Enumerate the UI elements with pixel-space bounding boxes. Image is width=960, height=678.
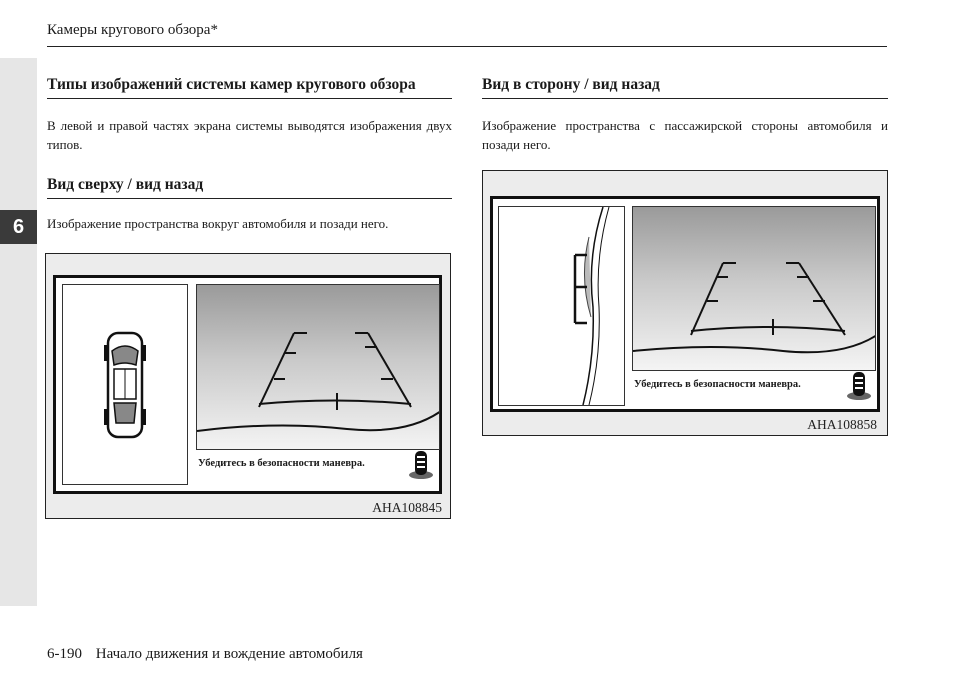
sensor-icon	[408, 450, 434, 480]
page-number: 6-190	[47, 646, 82, 662]
header-rule	[47, 46, 887, 47]
side-strip	[0, 58, 37, 606]
figure-code: AHA108858	[807, 417, 877, 432]
subsection-paragraph: Изображение пространства вокруг автомобиля и позади него.	[47, 216, 389, 231]
figure-code: AHA108845	[372, 500, 442, 515]
rear-camera-view	[632, 206, 876, 371]
screen-frame	[53, 275, 442, 494]
side-camera-view	[499, 207, 624, 405]
intro-paragraph: В левой и правой частях экрана системы выводятся изображения двух типов.	[47, 118, 452, 152]
parking-guide-lines	[197, 285, 440, 450]
figure-side-rear-view	[482, 170, 888, 436]
running-title: Камеры кругового обзора*	[47, 22, 218, 38]
subsection-title: Вид сверху / вид назад	[47, 176, 204, 193]
top-view-pane	[62, 284, 188, 485]
subsection-rule	[47, 198, 452, 199]
section-paragraph: Изображение пространства с пассажирской стороны автомобиля и позади него.	[482, 118, 888, 152]
parking-guide-lines	[633, 207, 876, 371]
page-footer	[47, 646, 363, 663]
caution-message: Убедитесь в безопасности маневра.	[198, 458, 365, 469]
rear-camera-view	[196, 284, 440, 450]
side-view-pane	[498, 206, 625, 406]
car-top-view-icon	[63, 285, 187, 484]
section-rule	[47, 98, 452, 99]
section-title: Вид в сторону / вид назад	[482, 76, 660, 93]
chapter-title: Начало движения и вождение автомобиля	[95, 646, 363, 662]
section-title: Типы изображений системы камер кругового обзора	[47, 76, 416, 93]
caution-message: Убедитесь в безопасности маневра.	[634, 379, 801, 390]
section-rule	[482, 98, 888, 99]
chapter-tab: 6	[0, 210, 37, 244]
figure-top-rear-view	[45, 253, 451, 519]
sensor-icon	[846, 371, 872, 401]
screen-frame	[490, 196, 880, 412]
